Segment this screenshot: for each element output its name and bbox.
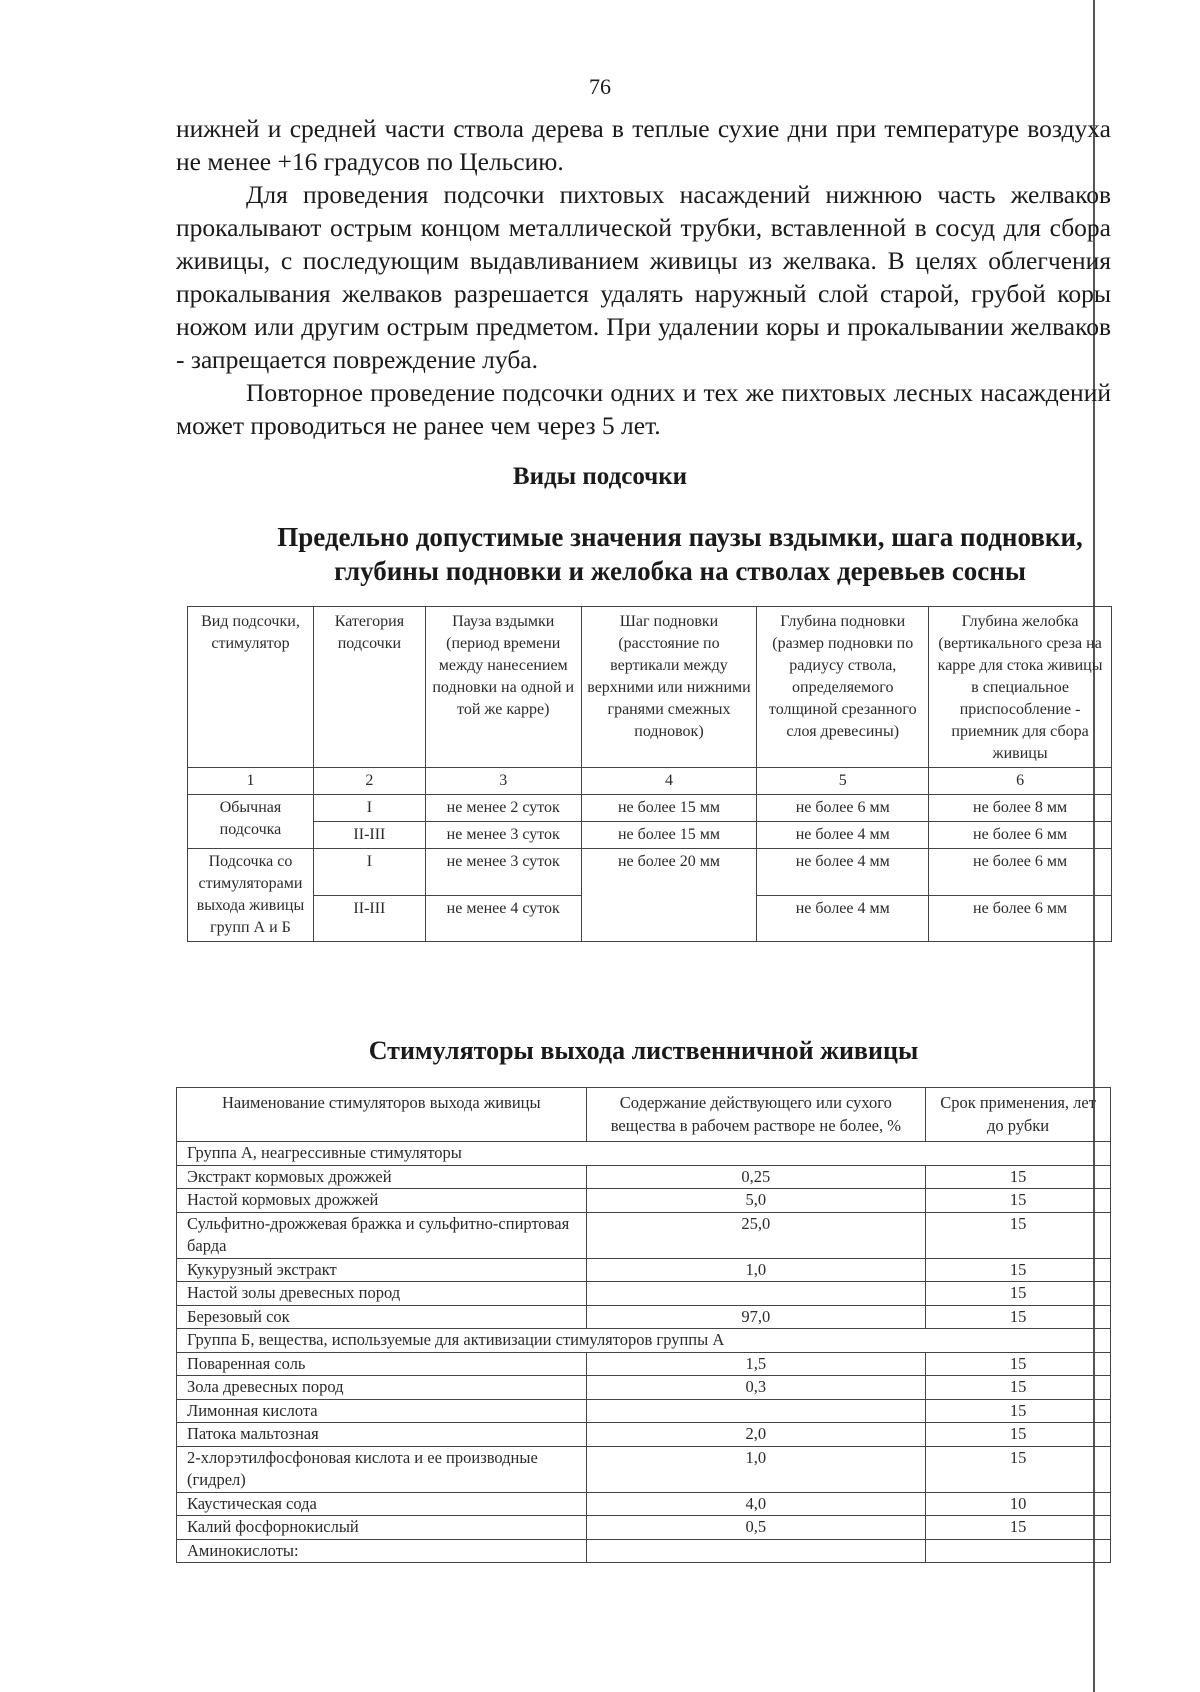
paragraph-2: Для проведения подсочки пихтовых насаждений нижнюю часть желваков прокалывают острым концом металлической трубки, вставленной в сосуд для сбора живицы, с последующим выдавливанием живицы из желвака. В целях облегчения прокалывания желваков разрешается удалять наружный слой старой, грубой коры ножом или другим острым предметом. При удалении коры и прокалывании желваков - запрещается повреждение луба. bbox=[176, 180, 1111, 374]
stimulator-name: Настой кормовых дрожжей bbox=[177, 1189, 587, 1213]
stimulator-name: 2-хлорэтилфосфоновая кислота и ее производные (гидрел) bbox=[177, 1446, 587, 1492]
stimulator-content: 4,0 bbox=[586, 1492, 926, 1516]
table1-col-number: 4 bbox=[581, 768, 757, 795]
group-b-label: Группа Б, вещества, используемые для активизации стимуляторов группы А bbox=[177, 1329, 1111, 1353]
stimulator-content bbox=[586, 1399, 926, 1423]
table1-header-step: Шаг подновки (расстояние по вертикали между верхними или нижними гранями смежных подновок) bbox=[581, 607, 757, 768]
table1-header-pause: Пауза вздымки (период времени между нанесением подновки на одной и той же карре) bbox=[425, 607, 581, 768]
stimulator-term: 15 bbox=[926, 1189, 1111, 1213]
step: не более 20 мм bbox=[581, 849, 757, 942]
table-row bbox=[177, 1352, 1111, 1376]
stimulator-name: Кукурузный экстракт bbox=[177, 1258, 587, 1282]
depth: не более 4 мм bbox=[757, 895, 929, 942]
stimulator-content bbox=[586, 1539, 926, 1563]
category: I bbox=[313, 795, 425, 822]
stimulator-content: 1,0 bbox=[586, 1258, 926, 1282]
stimulator-content: 97,0 bbox=[586, 1305, 926, 1329]
stimulators-table bbox=[176, 1087, 1111, 1563]
body-text bbox=[176, 112, 1111, 442]
tapping-type: Обычная подсочка bbox=[188, 795, 314, 849]
table2-header-row bbox=[177, 1088, 1111, 1142]
pause: не менее 4 суток bbox=[425, 895, 581, 942]
depth: не более 4 мм bbox=[757, 822, 929, 849]
table1-col-number: 1 bbox=[188, 768, 314, 795]
tapping-type: Подсочка со стимуляторами выхода живицы групп А и Б bbox=[188, 849, 314, 942]
depth: не более 4 мм bbox=[757, 849, 929, 896]
table-row bbox=[177, 1305, 1111, 1329]
stimulator-content bbox=[586, 1282, 926, 1306]
table-row bbox=[177, 1423, 1111, 1447]
stimulator-term: 15 bbox=[926, 1305, 1111, 1329]
stimulator-term: 15 bbox=[926, 1282, 1111, 1306]
category: I bbox=[313, 849, 425, 896]
stimulator-name: Каустическая сода bbox=[177, 1492, 587, 1516]
table-row bbox=[177, 1165, 1111, 1189]
stimulator-name: Березовый сок bbox=[177, 1305, 587, 1329]
paragraph-1: нижней и средней части ствола дерева в теплые сухие дни при температуре воздуха не менее +16 градусов по Цельсию. bbox=[176, 114, 1111, 176]
table1-title-line2: глубины подновки и желобка на стволах деревьев сосны bbox=[334, 556, 1026, 586]
table1-header-category: Категория подсочки bbox=[313, 607, 425, 768]
groove: не более 8 мм bbox=[929, 795, 1112, 822]
table1-header-groove: Глубина желобка (вертикального среза на карре для стока живицы в специальное приспособление - приемник для сбора живицы bbox=[929, 607, 1112, 768]
stimulator-name: Лимонная кислота bbox=[177, 1399, 587, 1423]
table1-col-number: 2 bbox=[313, 768, 425, 795]
table1-col-number: 6 bbox=[929, 768, 1112, 795]
groove: не более 6 мм bbox=[929, 895, 1112, 942]
stimulator-content: 1,5 bbox=[586, 1352, 926, 1376]
table-row bbox=[188, 795, 1112, 822]
step: не более 15 мм bbox=[581, 822, 757, 849]
stimulator-name: Поваренная соль bbox=[177, 1352, 587, 1376]
section-title: Виды подсочки bbox=[512, 463, 688, 490]
stimulator-content: 2,0 bbox=[586, 1423, 926, 1447]
stimulator-content: 25,0 bbox=[586, 1212, 926, 1258]
table1-header-depth: Глубина подновки (размер подновки по радиусу ствола, определяемого толщиной срезанного слоя древесины) bbox=[757, 607, 929, 768]
table1-col-number: 3 bbox=[425, 768, 581, 795]
stimulator-term: 15 bbox=[926, 1446, 1111, 1492]
stimulator-name: Аминокислоты: bbox=[177, 1539, 587, 1563]
page-number: 76 bbox=[589, 74, 611, 99]
group-row bbox=[177, 1142, 1111, 1166]
stimulator-term: 15 bbox=[926, 1258, 1111, 1282]
stimulator-content: 1,0 bbox=[586, 1446, 926, 1492]
table-row bbox=[177, 1516, 1111, 1540]
stimulator-content: 0,25 bbox=[586, 1165, 926, 1189]
table1-header-row bbox=[188, 607, 1112, 768]
table-row bbox=[188, 849, 1112, 896]
category: II-III bbox=[313, 895, 425, 942]
stimulator-name: Экстракт кормовых дрожжей bbox=[177, 1165, 587, 1189]
stimulator-term: 15 bbox=[926, 1165, 1111, 1189]
step: не более 15 мм bbox=[581, 795, 757, 822]
stimulator-name: Калий фосфорнокислый bbox=[177, 1516, 587, 1540]
stimulator-content: 0,5 bbox=[586, 1516, 926, 1540]
table-row bbox=[177, 1399, 1111, 1423]
paragraph-3: Повторное проведение подсочки одних и тех же пихтовых лесных насаждений может проводиться не ранее чем через 5 лет. bbox=[176, 378, 1111, 440]
stimulator-term bbox=[926, 1539, 1111, 1563]
table1-title bbox=[240, 520, 1120, 588]
table-row bbox=[177, 1189, 1111, 1213]
table1-header-type: Вид подсочки, стимулятор bbox=[188, 607, 314, 768]
tapping-limits-table bbox=[187, 606, 1112, 942]
table1-number-row bbox=[188, 768, 1112, 795]
table2-header-term: Срок применения, лет до рубки bbox=[926, 1088, 1111, 1142]
stimulator-content: 5,0 bbox=[586, 1189, 926, 1213]
stimulator-term: 10 bbox=[926, 1492, 1111, 1516]
stimulator-term: 15 bbox=[926, 1399, 1111, 1423]
table-row bbox=[177, 1212, 1111, 1258]
stimulator-content: 0,3 bbox=[586, 1376, 926, 1400]
stimulator-term: 15 bbox=[926, 1212, 1111, 1258]
table2-header-name: Наименование стимуляторов выхода живицы bbox=[177, 1088, 587, 1142]
table-row bbox=[177, 1446, 1111, 1492]
groove: не более 6 мм bbox=[929, 822, 1112, 849]
stimulator-term: 15 bbox=[926, 1423, 1111, 1447]
table2-header-content: Содержание действующего или сухого вещества в рабочем растворе не более, % bbox=[586, 1088, 926, 1142]
table2-title: Стимуляторы выхода лиственничной живицы bbox=[368, 1036, 919, 1065]
stimulator-name: Зола древесных пород bbox=[177, 1376, 587, 1400]
pause: не менее 3 суток bbox=[425, 822, 581, 849]
stimulator-term: 15 bbox=[926, 1376, 1111, 1400]
table-row bbox=[177, 1376, 1111, 1400]
pause: не менее 2 суток bbox=[425, 795, 581, 822]
stimulator-name: Патока мальтозная bbox=[177, 1423, 587, 1447]
table1-title-line1: Предельно допустимые значения паузы вздымки, шага подновки, bbox=[277, 522, 1083, 552]
table-row bbox=[177, 1492, 1111, 1516]
table-row bbox=[177, 1539, 1111, 1563]
category: II-III bbox=[313, 822, 425, 849]
group-a-label: Группа А, неагрессивные стимуляторы bbox=[177, 1142, 1111, 1166]
pause: не менее 3 суток bbox=[425, 849, 581, 896]
stimulator-name: Настой золы древесных пород bbox=[177, 1282, 587, 1306]
table1-col-number: 5 bbox=[757, 768, 929, 795]
stimulator-term: 15 bbox=[926, 1352, 1111, 1376]
stimulator-term: 15 bbox=[926, 1516, 1111, 1540]
table-row bbox=[188, 822, 1112, 849]
stimulator-name: Сульфитно-дрожжевая бражка и сульфитно-спиртовая барда bbox=[177, 1212, 587, 1258]
group-row bbox=[177, 1329, 1111, 1353]
depth: не более 6 мм bbox=[757, 795, 929, 822]
table-row bbox=[177, 1282, 1111, 1306]
groove: не более 6 мм bbox=[929, 849, 1112, 896]
table-row bbox=[177, 1258, 1111, 1282]
